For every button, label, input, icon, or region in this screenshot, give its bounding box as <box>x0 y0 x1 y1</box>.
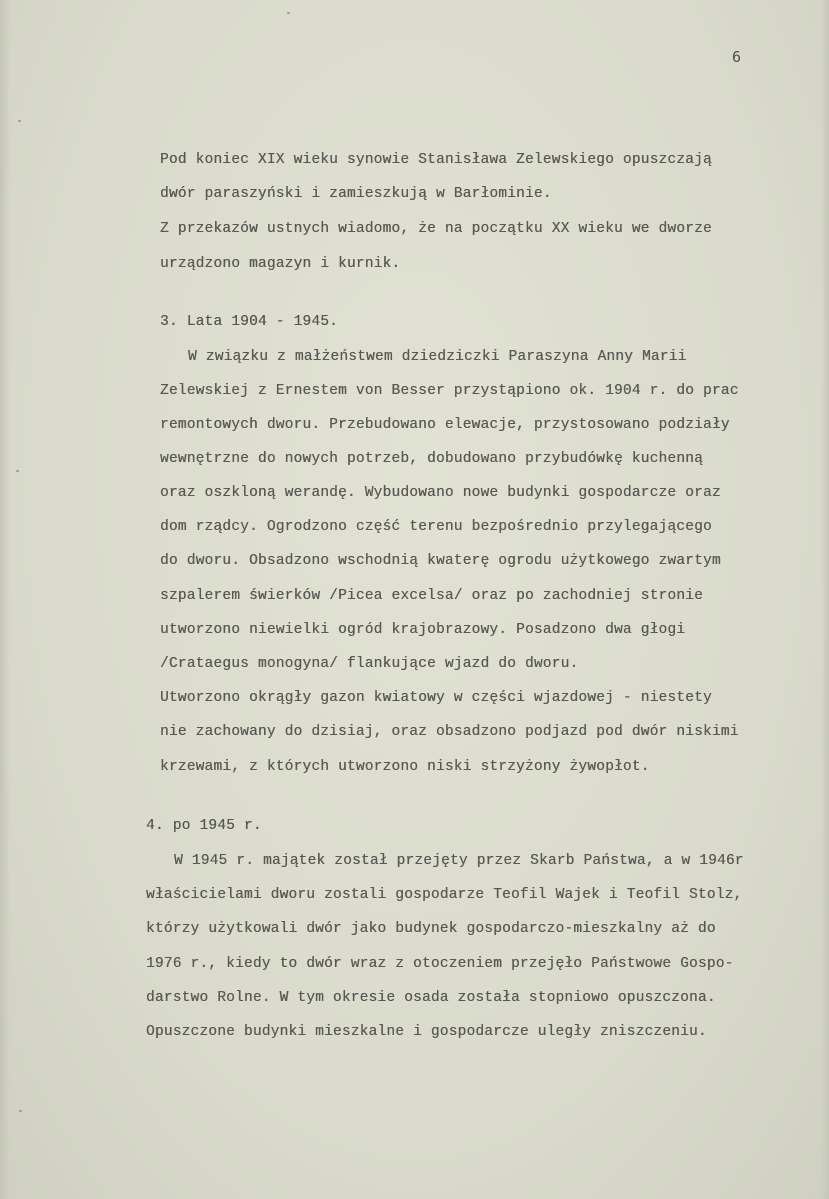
paper-speck <box>287 12 290 14</box>
text-line: szpalerem świerków /Picea excelsa/ oraz po zachodniej stronie <box>160 588 703 604</box>
text-line: dom rządcy. Ogrodzono część terenu bezpośrednio przylegającego <box>160 519 712 535</box>
text-line: /Crataegus monogyna/ flankujące wjazd do dworu. <box>160 656 579 672</box>
text-line: remontowych dworu. Przebudowano elewacje, przystosowano podziały <box>160 417 730 433</box>
text-line: Z przekazów ustnych wiadomo, że na początku XX wieku we dworze <box>160 221 712 237</box>
text-line: do dworu. Obsadzono wschodnią kwaterę ogrodu użytkowego zwartym <box>160 553 721 569</box>
text-line: nie zachowany do dzisiaj, oraz obsadzono podjazd pod dwór niskimi <box>160 724 739 740</box>
text-line: Zelewskiej z Ernestem von Besser przystąpiono ok. 1904 r. do prac <box>160 383 739 399</box>
text-line: którzy użytkowali dwór jako budynek gospodarczo-mieszkalny aż do <box>146 921 716 937</box>
text-line: Pod koniec XIX wieku synowie Stanisława Zelewskiego opuszczają <box>160 152 712 168</box>
text-line: 1976 r., kiedy to dwór wraz z otoczeniem przejęło Państwowe Gospo- <box>146 956 734 972</box>
page-number: 6 <box>732 48 742 66</box>
paper-speck <box>18 120 21 122</box>
section-heading: 3. Lata 1904 - 1945. <box>160 314 339 330</box>
section-heading: 4. po 1945 r. <box>146 818 262 834</box>
paper-speck <box>16 470 19 472</box>
text-line: oraz oszkloną werandę. Wybudowano nowe budynki gospodarcze oraz <box>160 485 721 501</box>
text-line: właścicielami dworu zostali gospodarze Teofil Wajek i Teofil Stolz, <box>146 887 743 903</box>
text-line: W związku z małżeństwem dziedziczki Paraszyna Anny Marii <box>188 349 687 365</box>
text-line: wewnętrzne do nowych potrzeb, dobudowano przybudówkę kuchenną <box>160 451 703 467</box>
text-line: Utworzono okrągły gazon kwiatowy w części wjazdowej - niestety <box>160 690 712 706</box>
text-line: dwór paraszyński i zamieszkują w Barłominie. <box>160 186 552 202</box>
text-line: urządzono magazyn i kurnik. <box>160 256 401 272</box>
paper-speck <box>19 1110 22 1112</box>
text-line: utworzono niewielki ogród krajobrazowy. Posadzono dwa głogi <box>160 622 686 638</box>
text-line: darstwo Rolne. W tym okresie osada została stopniowo opuszczona. <box>146 990 716 1006</box>
text-line: W 1945 r. majątek został przejęty przez Skarb Państwa, a w 1946r <box>174 853 744 869</box>
text-line: Opuszczone budynki mieszkalne i gospodarcze uległy zniszczeniu. <box>146 1024 707 1040</box>
text-line: krzewami, z których utworzono niski strzyżony żywopłot. <box>160 759 650 775</box>
